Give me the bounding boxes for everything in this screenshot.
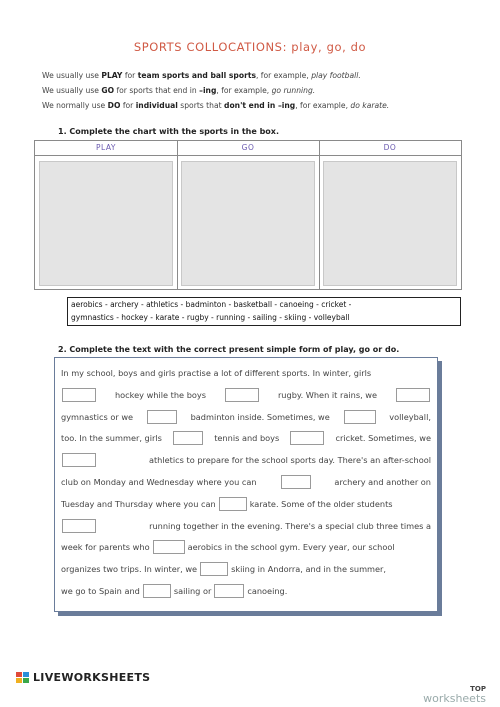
intro-emphasis: individual [135,101,178,110]
intro-line [42,98,472,113]
intro-example: do karate. [350,101,390,110]
text-line [61,537,431,557]
sports-line: gymnastics - hockey - karate - rugby - running - sailing - skiing - volleyball [71,312,350,322]
answer-blank-input[interactable] [219,497,247,511]
text-segment: club on Monday and Wednesday where you can [61,477,257,487]
intro-text-part: sports that [177,101,225,110]
intro-line [42,83,472,98]
chart-column-do [319,141,461,289]
text-segment: hockey while the boys [114,389,207,400]
answer-blank-input[interactable] [396,388,430,402]
sports-chart [34,140,462,290]
text-segment: too. In the summer, girls [61,433,162,444]
answer-blank-input[interactable] [281,475,311,489]
intro-example: go running. [271,86,316,95]
brand-top: TOP [470,685,486,693]
gap-fill-text-box [54,357,438,612]
text-segment: karate. Some of the older students [249,498,393,509]
intro-text-part: We usually use [42,71,102,80]
chart-column-play [35,141,178,289]
intro-text-part: for [120,101,136,110]
text-segment: Tuesday and Thursday where you can [61,498,216,509]
text-segment: tennis and boys [214,433,280,444]
text-segment: athletics to prepare for the school sports day. There's an after-school [148,455,431,466]
intro-text [42,68,472,113]
play-drop-zone[interactable] [39,161,173,286]
text-segment: we go to Spain and [61,586,140,596]
text-segment: week for parents who [61,542,150,553]
text-line [61,494,431,514]
liveworksheets-logo [16,671,150,684]
sports-line: aerobics - archery - athletics - badminton - basketball - canoeing - cricket - [71,300,352,309]
answer-blank-input[interactable] [62,519,96,533]
brand-bottom: worksheets [423,692,486,705]
text-line [61,516,431,536]
liveworksheets-icon [16,672,30,683]
intro-text-part: , for example, [216,86,272,95]
intro-line [42,68,472,83]
chart-column-go [177,141,320,289]
do-drop-zone[interactable] [323,161,457,286]
text-segment: canoeing. [247,586,288,596]
sports-word-box [67,297,461,326]
intro-text-part: for sports that end in [114,86,200,95]
chart-header-play: PLAY [35,141,177,156]
chart-header-go: GO [177,141,319,156]
answer-blank-input[interactable] [344,410,376,424]
logo-text: LIVEWORKSHEETS [33,671,151,684]
text-segment: organizes two trips. In winter, we [61,564,198,575]
intro-text-part: , for example, [255,71,312,80]
intro-emphasis: GO [101,86,115,95]
text-line [61,428,431,448]
answer-blank-input[interactable] [153,540,185,554]
intro-text-part: We normally use [42,101,108,110]
text-line [61,450,431,470]
intro-emphasis: DO [107,101,121,110]
top-worksheets-brand [423,684,486,704]
answer-blank-input[interactable] [62,453,96,467]
text-segment: gymnastics or we [61,411,134,422]
intro-emphasis: team sports and ball sports [137,71,256,80]
text-line [61,581,431,601]
intro-emphasis: don't end in –ing [224,101,296,110]
text-segment: volleyball, [389,411,431,422]
text-line [61,472,431,492]
page-title: SPORTS COLLOCATIONS: play, go, do [133,40,367,54]
question-1: 1. Complete the chart with the sports in the box. [58,127,279,136]
answer-blank-input[interactable] [143,584,171,598]
answer-blank-input[interactable] [290,431,324,445]
answer-blank-input[interactable] [147,410,177,424]
answer-blank-input[interactable] [173,431,203,445]
go-drop-zone[interactable] [181,161,315,286]
text-segment: skiing in Andorra, and in the summer, [231,564,387,575]
question-2: 2. Complete the text with the correct present simple form of play, go or do. [58,345,400,354]
text-segment: rugby. When it rains, we [277,389,378,400]
intro-emphasis: PLAY [101,71,123,80]
text-segment: badminton inside. Sometimes, we [190,411,330,422]
intro-emphasis: –ing [199,86,217,95]
text-segment: cricket. Sometimes, we [335,433,431,444]
answer-blank-input[interactable] [62,388,96,402]
answer-blank-input[interactable] [200,562,228,576]
intro-text-part: for [122,71,138,80]
text-line [61,559,431,579]
text-segment: In my school, boys and girls practise a lot of different sports. In winter, girls [61,368,372,378]
chart-header-do: DO [319,141,461,156]
answer-blank-input[interactable] [225,388,259,402]
intro-example: play football. [311,71,361,80]
intro-text-part: We usually use [42,86,102,95]
text-segment: archery and another on [334,477,431,487]
text-segment: running together in the evening. There's a special club three times a [149,520,431,531]
text-line [61,407,431,427]
text-segment: aerobics in the school gym. Every year, our school [187,542,395,553]
answer-blank-input[interactable] [214,584,244,598]
text-line [61,385,431,405]
intro-text-part: , for example, [295,101,351,110]
text-segment: sailing or [173,586,212,596]
text-line [61,363,431,383]
